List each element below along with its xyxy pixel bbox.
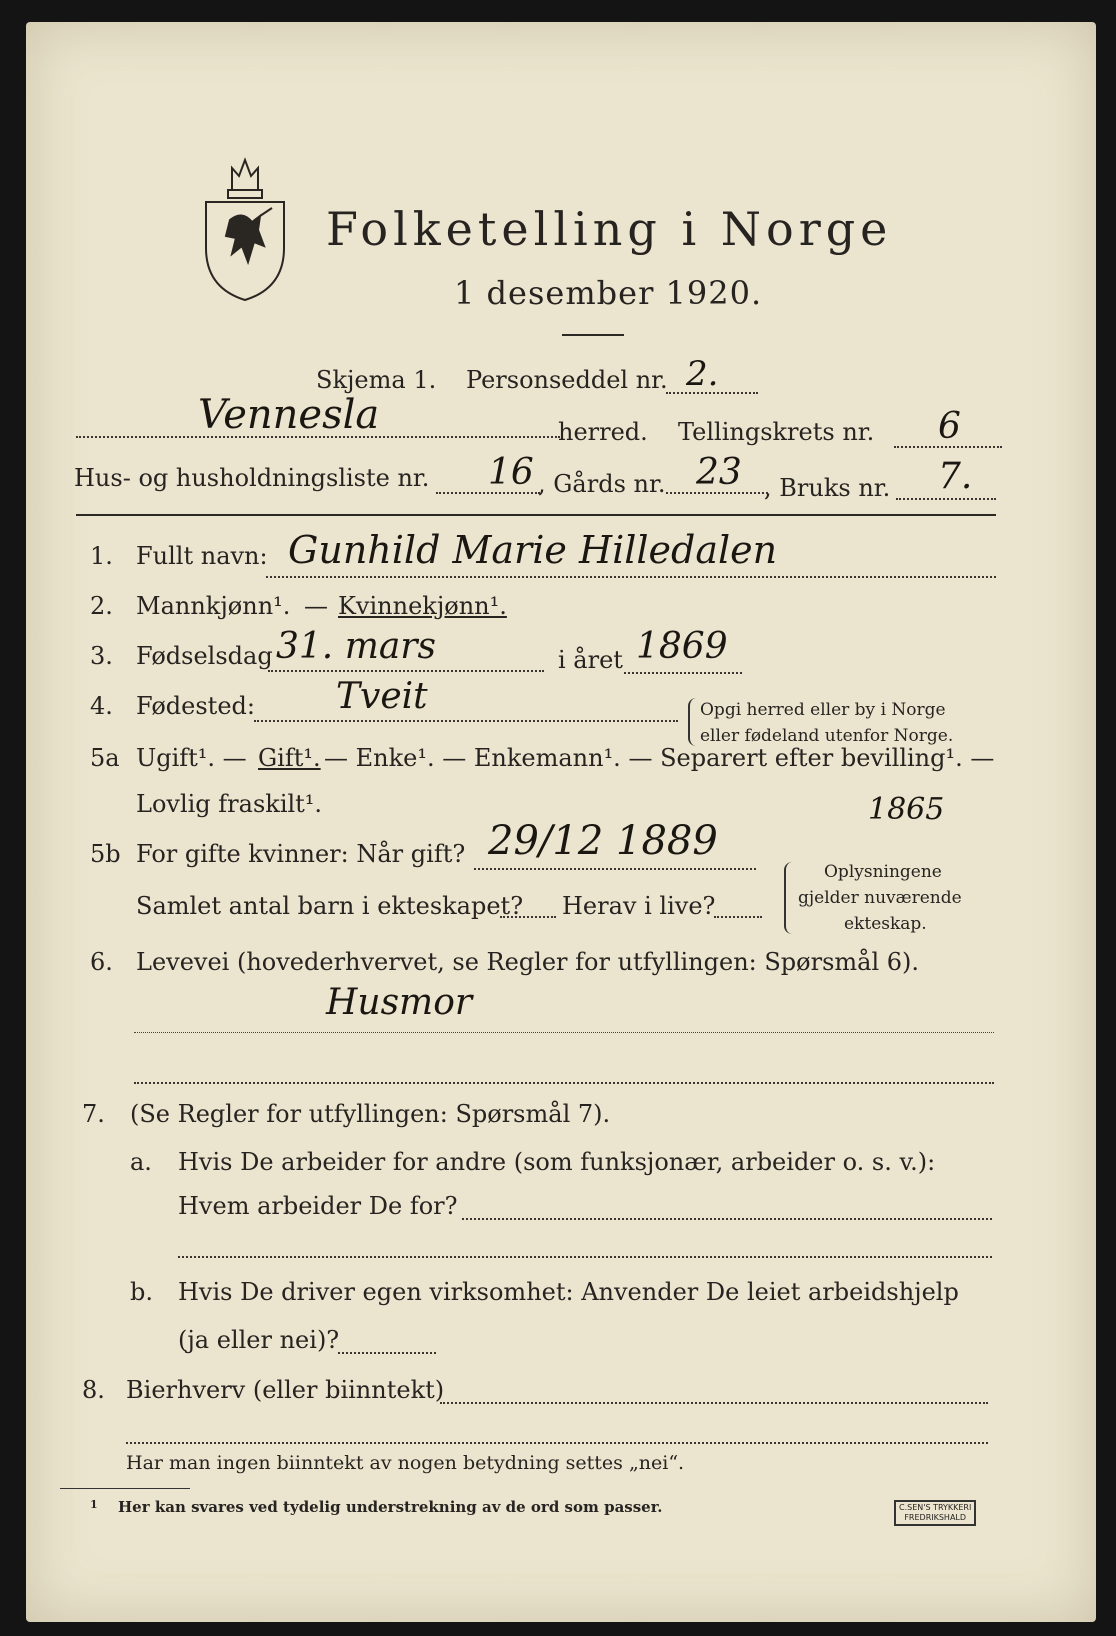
birthplace-value[interactable]: Tveit xyxy=(336,676,428,717)
married-when-line xyxy=(474,868,756,870)
hired-help-label: (ja eller nei)? xyxy=(178,1326,340,1354)
q7b-line1: Hvis De driver egen virksomhet: Anvender De leiet arbeidshjelp xyxy=(178,1278,959,1306)
q7a-line1: Hvis De arbeider for andre (som funksjonær, arbeider o. s. v.): xyxy=(178,1148,936,1176)
side-income-line-1[interactable] xyxy=(440,1402,988,1404)
children-total-label: Samlet antal barn i ekteskapet? xyxy=(136,892,524,920)
children-alive-line[interactable] xyxy=(714,916,762,918)
sex-separator: — xyxy=(304,592,328,620)
birthplace-note-brace xyxy=(688,698,698,746)
q4-label: Fødested: xyxy=(136,692,255,720)
marriage-note-brace xyxy=(784,862,794,934)
personseddel-value[interactable]: 2. xyxy=(686,354,719,394)
birthplace-note-line2: eller fødeland utenfor Norge. xyxy=(700,726,954,746)
q1-label: Fullt navn: xyxy=(136,542,268,570)
birth-year-value[interactable]: 1869 xyxy=(636,626,728,667)
form-title: Folketelling i Norge xyxy=(326,202,893,256)
footnote-mark: 1 xyxy=(90,1498,98,1511)
hired-help-line[interactable] xyxy=(338,1352,436,1354)
printer-stamp-line2: FREDRIKSHALD xyxy=(904,1513,967,1522)
birthplace-note-line1: Opgi herred eller by i Norge xyxy=(700,700,946,720)
hus-line xyxy=(436,492,540,494)
herred-line xyxy=(76,436,560,438)
occupation-label: Levevei (hovederhvervet, se Regler for utfyllingen: Spørsmål 6). xyxy=(136,948,920,976)
tellingskrets-value[interactable]: 6 xyxy=(938,406,961,447)
q5b-number: 5b xyxy=(90,840,121,868)
side-income-label: Bierhverv (eller biinntekt) xyxy=(126,1376,445,1404)
skjema-label: Skjema 1. xyxy=(316,366,437,394)
printer-stamp xyxy=(894,1500,976,1526)
q4-number: 4. xyxy=(90,692,113,720)
q6-number: 6. xyxy=(90,948,113,976)
full-name-line xyxy=(266,576,996,578)
printer-stamp-line1: C.SEN'S TRYKKERI xyxy=(899,1503,972,1512)
status-divorced-option[interactable]: Lovlig fraskilt¹. xyxy=(136,790,323,818)
birth-year-line xyxy=(624,672,742,674)
birthplace-line xyxy=(254,720,678,722)
personseddel-line xyxy=(666,392,758,394)
gards-label: , Gårds nr. xyxy=(538,470,666,498)
marriage-note-line3: ekteskap. xyxy=(844,914,927,934)
married-when-value[interactable]: 29/12 1889 xyxy=(488,818,718,864)
tellingskrets-label: Tellingskrets nr. xyxy=(678,418,875,446)
q3-label: Fødselsdag xyxy=(136,642,273,670)
title-divider xyxy=(562,334,624,336)
gards-line xyxy=(666,492,768,494)
marriage-note-line1: Oplysningene xyxy=(824,862,942,882)
gards-value[interactable]: 23 xyxy=(696,452,742,493)
employer-label: Hvem arbeider De for? xyxy=(178,1192,458,1220)
footnote-text: Her kan svares ved tydelig understrekning av de ord som passer. xyxy=(118,1498,663,1516)
personseddel-label: Personseddel nr. xyxy=(466,366,668,394)
form-date: 1 desember 1920. xyxy=(454,274,763,312)
children-total-line[interactable] xyxy=(500,916,556,918)
status-married-option[interactable]: Gift¹. xyxy=(258,744,321,772)
q8-number: 8. xyxy=(82,1376,105,1404)
occupation-value[interactable]: Husmor xyxy=(326,982,473,1023)
employer-line-2[interactable] xyxy=(178,1256,992,1258)
children-alive-label: Herav i live? xyxy=(562,892,716,920)
sex-male-option[interactable]: Mannkjønn¹. xyxy=(136,592,291,620)
status-other-options[interactable]: — Enke¹. — Enkemann¹. — Separert efter bevilling¹. — xyxy=(324,744,995,772)
q1-number: 1. xyxy=(90,542,113,570)
herred-label: herred. xyxy=(558,418,648,446)
sex-female-option[interactable]: Kvinnekjønn¹. xyxy=(338,592,507,620)
herred-value[interactable]: Vennesla xyxy=(198,392,380,438)
q3-number: 3. xyxy=(90,642,113,670)
side-income-note: Har man ingen biinntekt av nogen betydning settes „nei“. xyxy=(126,1452,685,1474)
bruks-line xyxy=(896,498,996,500)
full-name-value[interactable]: Gunhild Marie Hilledalen xyxy=(288,528,778,572)
q7-label: (Se Regler for utfyllingen: Spørsmål 7). xyxy=(130,1100,611,1128)
bruks-value[interactable]: 7. xyxy=(938,456,973,497)
q7b-letter: b. xyxy=(130,1278,153,1306)
occupation-line-2 xyxy=(134,1082,994,1084)
married-when-label: For gifte kvinner: Når gift? xyxy=(136,840,466,868)
status-unmarried-option[interactable]: Ugift¹. — xyxy=(136,744,247,772)
side-income-line-2[interactable] xyxy=(126,1442,988,1444)
birthday-line xyxy=(268,670,544,672)
tellingskrets-line xyxy=(894,446,1002,448)
census-form-sheet xyxy=(26,22,1096,1622)
hus-value[interactable]: 16 xyxy=(488,452,534,493)
q7-number: 7. xyxy=(82,1100,105,1128)
birthday-value[interactable]: 31. mars xyxy=(276,626,436,667)
q5a-number: 5a xyxy=(90,744,120,772)
q2-number: 2. xyxy=(90,592,113,620)
occupation-line-1 xyxy=(134,1032,994,1033)
bruks-label: , Bruks nr. xyxy=(764,474,891,502)
marriage-note-line2: gjelder nuværende xyxy=(798,888,962,908)
birth-year-label: i året xyxy=(558,646,623,674)
hus-label: Hus- og husholdningsliste nr. xyxy=(74,464,430,492)
margin-note-year: 1865 xyxy=(868,792,945,827)
coat-of-arms-icon xyxy=(202,150,288,302)
footnote-rule xyxy=(60,1488,190,1489)
employer-line-1[interactable] xyxy=(462,1218,992,1220)
header-rule xyxy=(76,514,996,516)
q7a-letter: a. xyxy=(130,1148,152,1176)
